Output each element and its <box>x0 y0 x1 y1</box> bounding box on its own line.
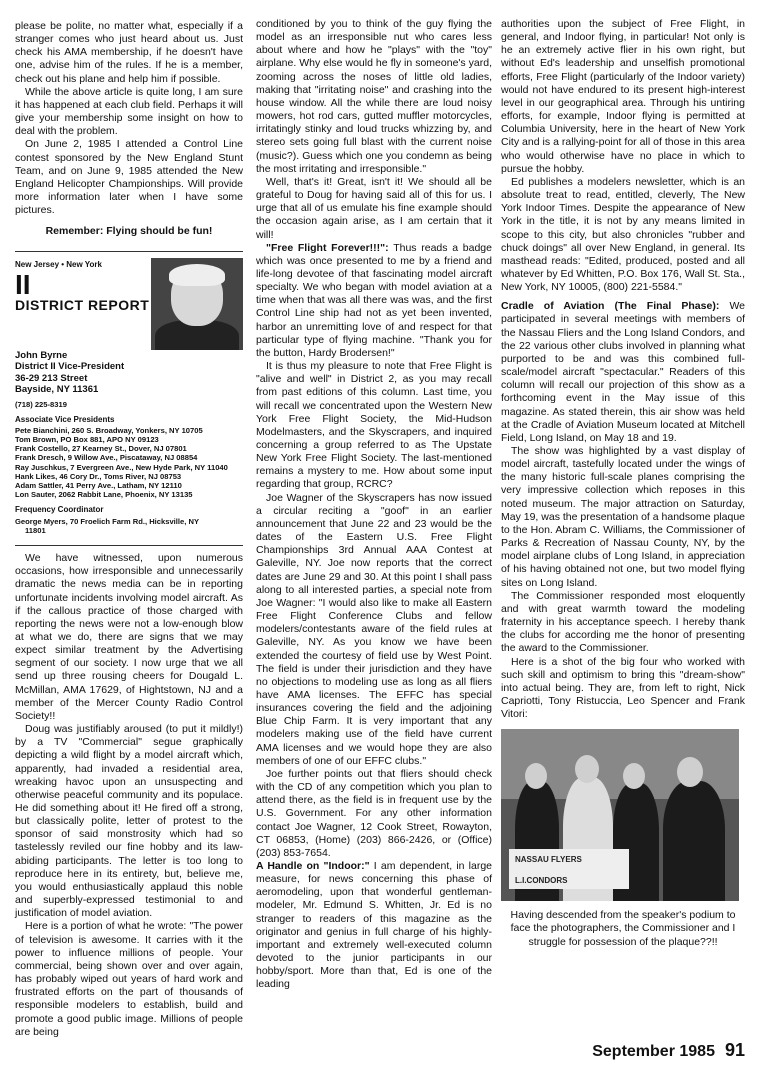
district-header <box>15 258 243 350</box>
paragraph: While the above article is quite long, I am sure it has happened at each club field. Perhaps it will give your membership some insight on how to deal with the problem. <box>15 85 243 138</box>
vp-title: District II Vice-President <box>15 361 125 372</box>
issue-date: September 1985 <box>592 1043 715 1060</box>
vp-contact <box>15 350 243 396</box>
section-heading: Cradle of Aviation (The Final Phase): <box>501 300 720 313</box>
paragraph-text: I am dependent, in large measure, for news concerning this phase of aeromodeling, upon that wonderful gentleman-modeler, Mr. Edmund S. Whitten, Jr. Ed is no stranger to readers of this magazine as the originator and genius in full charge of his highly-important and extremely well-executed column devoted to the junior participants in our hobby/sport. More than that, Ed is one of the leading <box>256 860 493 991</box>
photo-caption: Having descended from the speaker's podium to face the photographers, the Commissioner and I struggle for possession of the plaque??!! <box>510 909 736 948</box>
assoc-heading: Associate Vice Presidents <box>15 414 115 424</box>
vp-phone: (718) 225-8319 <box>15 399 67 409</box>
assoc-item: Adam Sattler, 41 Perry Ave., Latham, NY 12110 <box>15 481 182 491</box>
divider <box>15 251 243 252</box>
paragraph: The show was highlighted by a vast display of model aircraft, tastefully located under the wings of the many historic full-scale planes comprising the very impressive collection which reposes in this noted museum. The major attraction on Saturday, May 19, was the presentation of a handsome plaque to the Hon. Abram C. Williams, the Commissioner of Parks & Recreation of Nassau County, NY, by the model airplane clubs of Long Island, in appreciation of his having obtained not one, but two model flying sites on Long Island. <box>501 445 745 589</box>
vp-photo <box>151 258 243 350</box>
paragraph <box>256 242 492 360</box>
paragraph: Joe further points out that fliers should check with the CD of any competition which you plan to attend there, as the field is in frequent use by the U.S. Government. For any other information contact Joe Wagner, 12 Cook Street, Rowayton, CT 06853, (Home) (203) 866-2426, or (Office) (203) 853-7654. <box>256 767 492 859</box>
paragraph <box>501 300 745 445</box>
paragraph: It is thus my pleasure to note that Free Flight is "alive and well" in District 2, as you may recall from past editions of this column. Last time, you will recall we concentrated upon the Western New York Free Flight Society, the Mid-Hudson Modelmasters, and the Skyscrapers, and inquired concerning a group referred to as The Upstate New York Free Flight Society. The last-mentioned remains a mystery to me. How about some input regarding that group, RCRC? <box>256 360 492 491</box>
ff-line: 11801 <box>25 525 46 535</box>
divider <box>15 545 243 546</box>
vp-city: Bayside, NY 11361 <box>15 384 99 395</box>
paragraph: On June 2, 1985 I attended a Control Line contest sponsored by the New England Stunt Team, and on June 9, 1985 attended the New England Helicopter Championships. Will provide more information later when I have some pictures. <box>15 138 243 217</box>
district-number: II <box>15 268 31 300</box>
paragraph: Doug was justifiably aroused (to put it mildly!) by a TV "Commercial" segue graphically depicting a wild flight by a model aircraft which, apparently, had invaded a residential area, wreaking havoc upon an unsuspecting and otherwise peaceful community and its populace. He did something about it! He fired off a strong, but classically polite, letter of protest to the sponsor of said monstrosity which had so tastelessly reviled our fine hobby and its law-abiding participants. The letter is too long to reproduce here in its entirety, but, believe me, you would enthusiastically applaud this noble and superbly-expressed testimonial to and justification of model aviation. <box>15 723 243 920</box>
sign-text: NASSAU FLYERS <box>515 855 582 865</box>
ff-line: George Myers, 70 Froelich Farm Rd., Hicksville, NY <box>15 516 200 526</box>
district-report-title: DISTRICT REPORT <box>15 296 150 313</box>
section-heading: A Handle on "Indoor:" <box>256 860 370 872</box>
page-number: 91 <box>724 1040 745 1060</box>
column-1 <box>15 20 243 1039</box>
assoc-item: Hank Likes, 46 Cory Dr., Toms River, NJ 08753 <box>15 471 182 481</box>
paragraph: Ed publishes a modelers newsletter, which is an absolute treat to read, entitled, cleverly, The New York Indoor Times. Despite the appearance of New York in the title, it is not by any means limited in scope to this city, but also chronicles "rubber and chuck doings" all over New England, in general. Its masthead reads: "Edited, produced, posted and all whatever by Ed Whitten, P.O. Box 176, Wall St. Sta., New York, NY 10005, (800) 221-5584." <box>501 175 745 294</box>
paragraph-text: Thus reads a badge which was once presented to me by a friend and life-long devotee of that fascinating model aircraft specialty. We who began with model aviation at a time when that was all there was was, and the first Control Line ship had not as yet been invented, harbor an unremitting love of and respect for that particular type of flying machine. "Thank you for the button, Hardy Brodersen!" <box>256 241 492 359</box>
page-footer <box>592 1040 745 1061</box>
assoc-item: Lon Sauter, 2062 Rabbit Lane, Phoenix, NY 13135 <box>15 490 193 500</box>
paragraph: Well, that's it! Great, isn't it! We should all be grateful to Doug for having said all of this for us. I urge that all of us emulate his fine example should the occasion again arise, as I am certain that it will! <box>256 175 492 241</box>
paragraph: please be polite, no matter what, especially if a stranger comes who just heard about us. Just check his AMA membership, if he doesn't have one, advise him of the rules. If he is a member, check out his plane and help him if possible. <box>15 20 243 85</box>
column-2 <box>256 18 492 992</box>
group-photo <box>501 729 739 901</box>
section-heading: "Free Flight Forever!!!": <box>266 241 389 254</box>
ff-coordinator <box>15 517 243 535</box>
paragraph: Here is a shot of the big four who worked with such skill and optimism to bring this "dream-show" into actual being. They are, from left to right, Nick Capriotti, Tony Ristuccia, Leo Spencer and Frank Vitori: <box>501 655 745 721</box>
vp-name: John Byrne <box>15 349 68 361</box>
paragraph: We have witnessed, upon numerous occasions, how irresponsible and unnecessarily dramatic the news media can be in reporting unfortunate incidents involving model aircraft. As if the callous practice of those charged with reporting the news were not a low-enough blow at what we do, there are signs that we may expect similar treatment by the Advertising segment of our society. I now urge that we all send up three rousing cheers for Dougald L. McMillan, AMA 17629, of Hightstown, NJ and a member of the Mercer County Radio Control Society!! <box>15 552 243 722</box>
remember-line: Remember: Flying should be fun! <box>45 225 213 238</box>
region-label: New Jersey • New York <box>15 259 102 269</box>
assoc-item: Tom Brown, PO Box 881, APO NY 09123 <box>15 435 159 445</box>
paragraph: authorities upon the subject of Free Flight, in general, and Indoor flying, in particular! Not only is he an extremely active flier in his own right, but without Ed's leadership and unselfish promotional efforts, Free Flight (particularly of the Indoor variety) would not have endured to its present high-interest level in our geographical area. Through his untiring efforts, for example, Indoor flying is permitted at Columbia University, here in the heart of New York City and is a rallying-point for all of those in this area who would otherwise have no place in which to pursue the hobby. <box>501 18 745 175</box>
paragraph: The Commissioner responded most eloquently and with great warmth toward the modeling fraternity in his acceptance speech. I hereby thank the clubs for according me the honor of presenting the award to the Commissioner. <box>501 589 745 655</box>
assoc-item: Pete Bianchini, 260 S. Broadway, Yonkers, NY 10705 <box>15 425 203 435</box>
assoc-list <box>15 426 243 500</box>
column-3 <box>501 18 745 957</box>
ff-coordinator-heading: Frequency Coordinator <box>15 505 104 515</box>
paragraph: Here is a portion of what he wrote: "The power of television is awesome. It carries with it the power to influence millions of people. Your commercial, being shown over and over again, has probably wiped out years of hard work and frustrated efforts on the part of thousands of responsible modelers to establish, build and promote a good public image. Millions of people are being <box>15 920 243 1038</box>
sign-text: L.I.CONDORS <box>515 876 568 886</box>
vp-street: 36-29 213 Street <box>15 372 88 384</box>
paragraph-text: We participated in several meetings with members of the Nassau Fliers and the Long Island Condors, and the 22 various other clubs involved in planning what purported to be and was this combined full-scale/model aircraft "spectacular." Readers of this column will recall our projection of this show as a forthcoming event in the May issue of this magazine. As stated therein, this air show was held at the Cradle of Aviation Museum located at Mitchell Field, Long Island, on May 18 and 19. <box>501 300 745 444</box>
paragraph: Joe Wagner of the Skyscrapers has now issued a circular reciting a "goof" in an earlier announcement that June 22 and 23 would be the dates of the Eastern U.S. Free Flight Championships 3rd Annual AAA Contest at Galeville, NY. Joe now reports that the correct dates are June 29 and 30. At this point I shall pass along to all interested parties, a special note from Joe Wagner: "I would also like to make all Eastern Free Flight Conference Clubs and fellow modelers/contestants aware of the field rules at Galeville, NY. As you know we have been extended the courtesy of field use by West Point. The field is under their jurisdiction and they have no objections to modeling use as long as all fliers have AMA licenses. The EFFC has special insurances covering the field and the adjoining Blue Chip Farm. It is very important that any modelers making use of the field have current AMA licenses and we would hope they are also members of one of our EFFC clubs." <box>256 491 492 767</box>
paragraph <box>256 860 492 992</box>
assoc-item: Ray Juschkus, 7 Evergreen Ave., New Hyde Park, NY 11040 <box>15 462 228 472</box>
assoc-item: Frank Dresch, 9 Willow Ave., Piscataway, NJ 08854 <box>15 453 198 463</box>
paragraph: conditioned by you to think of the guy flying the model as an irresponsible nut who cares less about where and how he "plays" with the "toy" airplane. Why else would he fly in someone's yard, zooming across the noses of little old ladies, making that "irritating noise" and crashing into the house window. All the while there are loud noisy mowers, hot rod cars, gutted muffler motorcycles, irritatingly stinky and loud trucks whizzing by, and stereo sets going full blast with the current noise (music?). Guess which one you condemn as being the most irritating and irresponsible." <box>256 18 492 175</box>
assoc-item: Frank Costello, 27 Kearney St., Dover, NJ 07801 <box>15 444 187 454</box>
photo-sign <box>509 849 629 889</box>
